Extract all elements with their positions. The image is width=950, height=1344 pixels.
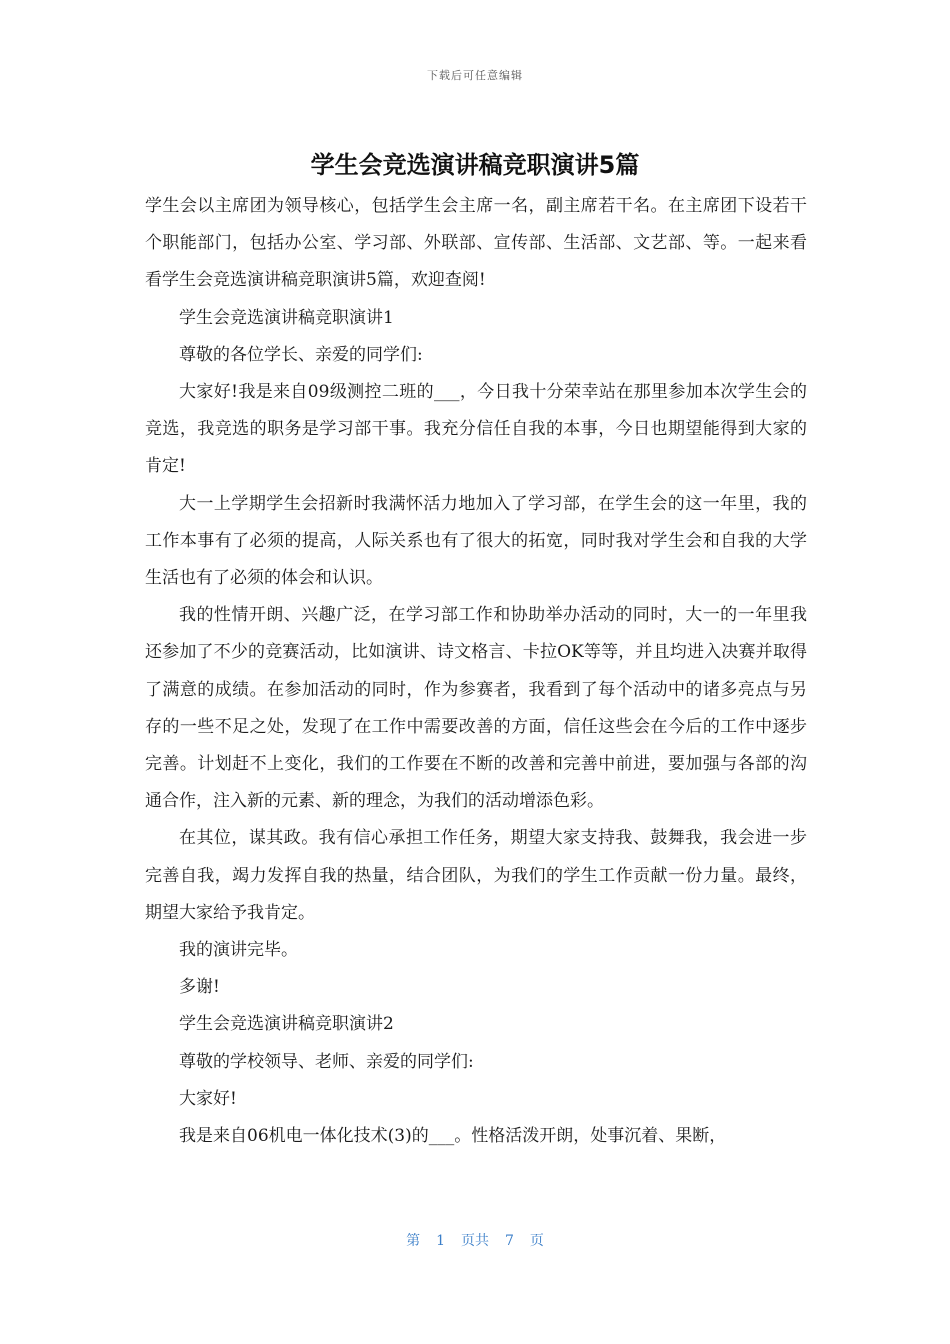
body-paragraph: 大一上学期学生会招新时我满怀活力地加入了学习部，在学生会的这一年里，我的工作本事有了必须的提高，人际关系也有了很大的拓宽，同时我对学生会和自我的大学生活也有了必须的体会和认识。 [145, 493, 807, 589]
document-body [145, 188, 807, 1155]
page-number-footer [0, 1230, 950, 1250]
body-paragraph: 我是来自06机电一体化技术(3)的___。性格活泼开朗，处事沉着、果断， [179, 1126, 727, 1147]
closing-line: 我的演讲完毕。 [179, 940, 298, 961]
page-label-middle: 页共 [461, 1233, 489, 1249]
body-paragraph: 我的性情开朗、兴趣广泛，在学习部工作和协助举办活动的同时，大一的一年里我还参加了不少的竞赛活动，比如演讲、诗文格言、卡拉OK等等，并且均进入决赛并取得了满意的成绩。在参加活动的同时，作为参赛者，我看到了每个活动中的诸多亮点与另存的一些不足之处，发现了在工作中需要改善的方面，信任这些会在今后的工作中逐步完善。计划赶不上变化，我们的工作要在不断的改善和完善中前进，要加强与各部的沟通合作，注入新的元素、新的理念，为我们的活动增添色彩。 [145, 605, 807, 812]
intro-paragraph: 学生会以主席团为领导核心，包括学生会主席一名，副主席若干名。在主席团下设若干个职能部门，包括办公室、学习部、外联部、宣传部、生活部、文艺部、等。一起来看看学生会竞选演讲稿竞职演讲5篇，欢迎查阅! [145, 196, 807, 291]
page-header-note: 下载后可任意编辑 [427, 69, 523, 82]
salutation-1: 尊敬的各位学长、亲爱的同学们: [179, 344, 423, 365]
greeting-line: 大家好! [179, 1088, 237, 1109]
page-label-suffix: 页 [529, 1233, 544, 1249]
page-label-prefix: 第 [406, 1233, 421, 1249]
body-paragraph: 在其位，谋其政。我有信心承担工作任务，期望大家支持我、鼓舞我，我会进一步完善自我，竭力发挥自我的热量，结合团队，为我们的学生工作贡献一份力量。最终，期望大家给予我肯定。 [145, 828, 807, 923]
section-heading-1: 学生会竞选演讲稿竞职演讲1 [179, 307, 394, 328]
thanks-line: 多谢! [179, 977, 220, 998]
document-title: 学生会竞选演讲稿竞职演讲5篇 [310, 151, 640, 179]
page-current: 1 [436, 1233, 445, 1249]
page-total: 7 [505, 1233, 514, 1249]
body-paragraph: 大家好!我是来自09级测控二班的___，今日我十分荣幸站在那里参加本次学生会的竞选，我竞选的职务是学习部干事。我充分信任自我的本事，今日也期望能得到大家的肯定! [145, 382, 807, 477]
salutation-2: 尊敬的学校领导、老师、亲爱的同学们: [179, 1051, 474, 1072]
section-heading-2: 学生会竞选演讲稿竞职演讲2 [179, 1014, 394, 1035]
